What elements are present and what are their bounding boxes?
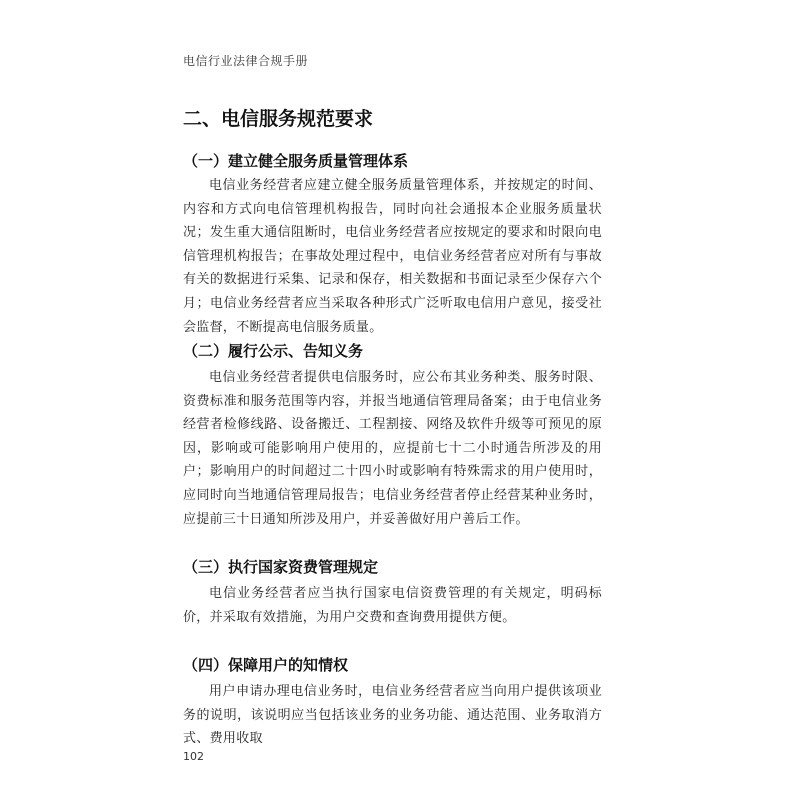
running-header: 电信行业法律合规手册 [183, 54, 309, 68]
section-paragraph-4: 用户申请办理电信业务时，电信业务经营者应当向用户提供该项业务的说明，该说明应当包括该业务的业务功能、通达范围、业务取消方式、费用收取 [183, 684, 602, 747]
section-heading-2: （二）履行公示、告知义务 [183, 342, 364, 360]
section-heading-1: （一）建立健全服务质量管理体系 [183, 152, 409, 170]
section-paragraph-2: 电信业务经营者提供电信服务时，应公布其业务种类、服务时限、资费标准和服务范围等内容，并报当地通信管理局备案；由于电信业务经营者检修线路、设备搬迁、工程割接、网络及软件升级等可预见的原因，影响或可能影响用户使用的，应提前七十二小时通告所涉及的用户；影响用户的时间超过二十四小时或影响有特殊需求的用户使用时，应同时向当地通信管理局报告；电信业务经营者停止经营某种业务时，应提前三十日通知所涉及用户，并妥善做好用户善后工作。 [183, 370, 602, 527]
section-paragraph-1: 电信业务经营者应建立健全服务质量管理体系，并按规定的时间、内容和方式向电信管理机构报告，同时向社会通报本企业服务质量状况；发生重大通信阻断时，电信业务经营者应按规定的要求和时限向电信管理机构报告；在事故处理过程中，电信业务经营者应对所有与事故有关的数据进行采集、记录和保存，相关数据和书面记录至少保存六个月；电信业务经营者应当采取各种形式广泛听取电信用户意见，接受社会监督，不断提高电信服务质量。 [183, 178, 602, 335]
chapter-title: 二、电信服务规范要求 [183, 108, 374, 130]
page-number: 102 [183, 750, 204, 763]
section-heading-4: （四）保障用户的知情权 [183, 656, 349, 674]
section-paragraph-3: 电信业务经营者应当执行国家电信资费管理的有关规定，明码标价，并采取有效措施，为用户交费和查询费用提供方便。 [183, 586, 602, 625]
section-heading-3: （三）执行国家资费管理规定 [183, 558, 379, 576]
